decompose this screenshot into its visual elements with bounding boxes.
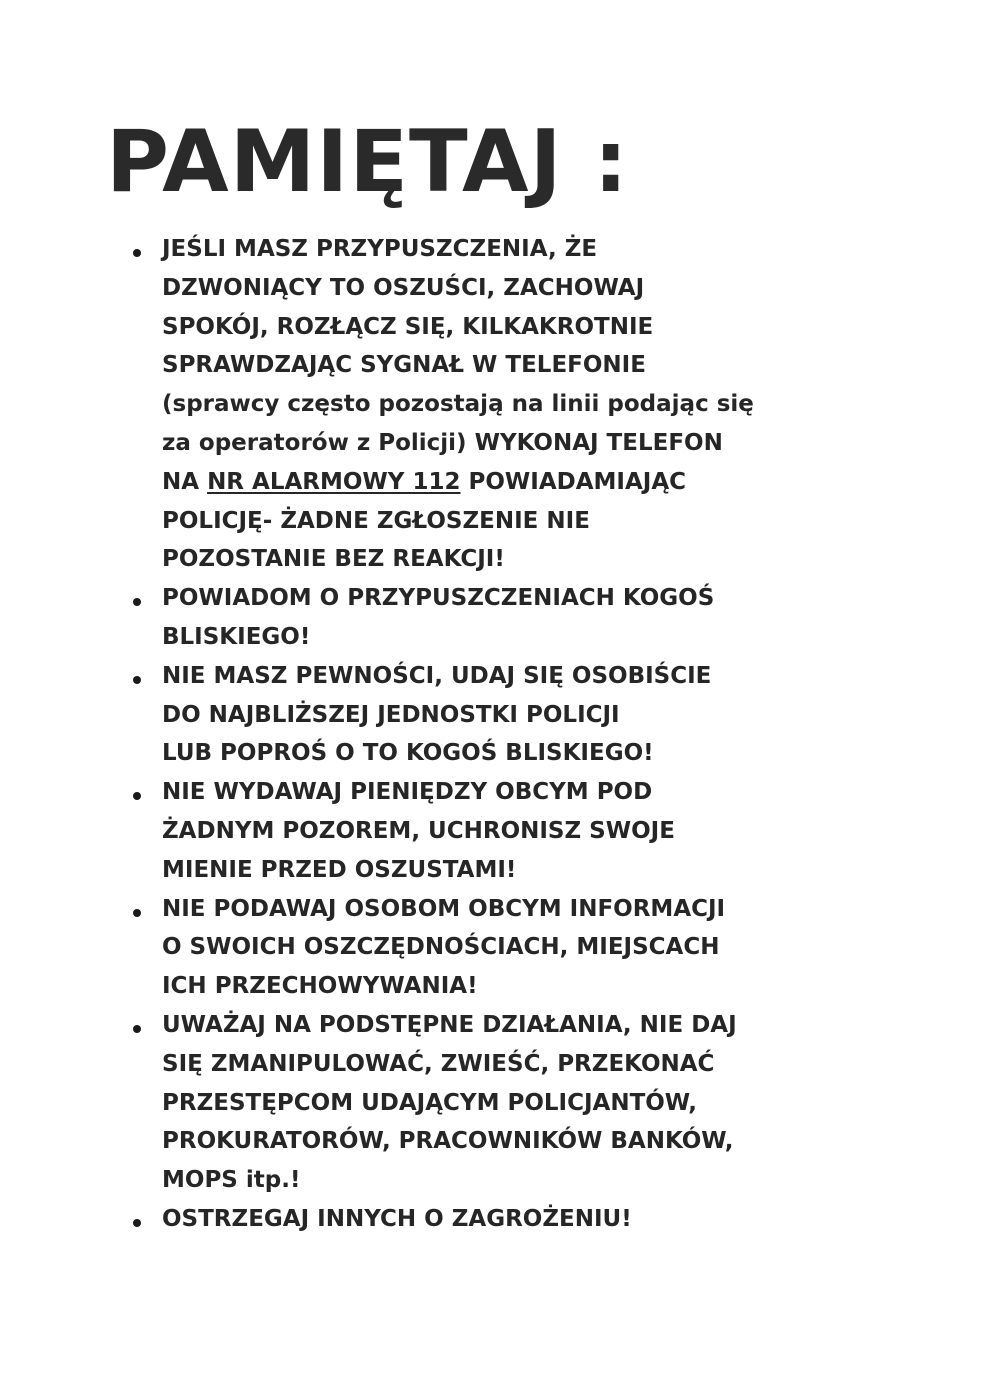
item-text-line: DO NAJBLIŻSZEJ JEDNOSTKI POLICJI — [162, 701, 620, 728]
item-text-line: NIE MASZ PEWNOŚCI, UDAJ SIĘ OSOBIŚCIE — [162, 662, 712, 689]
item-text-line: POWIADOM O PRZYPUSZCZENIACH KOGOŚ — [162, 585, 715, 612]
item-text-line: BLISKIEGO! — [162, 623, 311, 650]
bullet-icon — [133, 676, 141, 684]
item-text-line: NIE PODAWAJ OSOBOM OBCYM INFORMACJI — [162, 895, 726, 922]
item-text-line: JEŚLI MASZ PRZYPUSZCZENIA, ŻE — [162, 236, 598, 262]
list-item — [126, 579, 886, 657]
bullet-icon — [133, 792, 141, 800]
item-text-line: OSTRZEGAJ INNYCH O ZAGROŻENIU! — [162, 1205, 632, 1232]
item-text-line: MIENIE PRZED OSZUSTAMI! — [162, 856, 517, 883]
bullet-icon — [133, 249, 141, 257]
item-text-line: DZWONIĄCY TO OSZUŚCI, ZACHOWAJ — [162, 274, 645, 301]
item-text-line: MOPS itp.! — [162, 1167, 301, 1194]
warning-list — [126, 230, 886, 1239]
bullet-icon — [133, 1025, 141, 1033]
line-prefix: NA — [162, 468, 208, 495]
list-item — [126, 1006, 886, 1200]
item-text-line: ŻADNYM POZOREM, UCHRONISZ SWOJE — [162, 817, 675, 844]
item-text-line: O SWOICH OSZCZĘDNOŚCIACH, MIEJSCACH — [162, 934, 720, 961]
list-item — [126, 890, 886, 1006]
item-text-line — [162, 463, 886, 502]
item-text-line: POZOSTANIE BEZ REAKCJI! — [162, 546, 505, 573]
line-suffix: POWIADAMIAJĄC — [460, 468, 687, 495]
item-text-line: PROKURATORÓW, PRACOWNIKÓW BANKÓW, — [162, 1128, 734, 1155]
list-item — [126, 773, 886, 889]
page-title: PAMIĘTAJ : — [106, 112, 629, 212]
item-text-line: za operatorów z Policji) WYKONAJ TELEFON — [162, 429, 723, 456]
bullet-icon — [133, 1219, 141, 1227]
emergency-number: NR ALARMOWY 112 — [207, 468, 461, 495]
item-text-line: UWAŻAJ NA PODSTĘPNE DZIAŁANIA, NIE DAJ — [162, 1011, 737, 1038]
item-text-line: (sprawcy często pozostają na linii podając się — [162, 391, 754, 418]
item-text-line: SPRAWDZAJĄC SYGNAŁ W TELEFONIE — [162, 352, 646, 379]
item-text-line: SIĘ ZMANIPULOWAĆ, ZWIEŚĆ, PRZEKONAĆ — [162, 1050, 715, 1077]
item-text-line: POLICJĘ- ŻADNE ZGŁOSZENIE NIE — [162, 507, 590, 534]
item-text-line: LUB POPROŚ O TO KOGOŚ BLISKIEGO! — [162, 740, 654, 767]
list-item — [126, 1200, 886, 1239]
item-text-line: NIE WYDAWAJ PIENIĘDZY OBCYM POD — [162, 779, 653, 806]
item-text-line: SPOKÓJ, ROZŁĄCZ SIĘ, KILKAKROTNIE — [162, 313, 654, 340]
list-item — [126, 230, 886, 579]
list-item — [126, 657, 886, 773]
bullet-icon — [133, 598, 141, 606]
item-text-line: PRZESTĘPCOM UDAJĄCYM POLICJANTÓW, — [162, 1089, 698, 1116]
bullet-icon — [133, 909, 141, 917]
item-text-line: ICH PRZECHOWYWANIA! — [162, 973, 478, 1000]
